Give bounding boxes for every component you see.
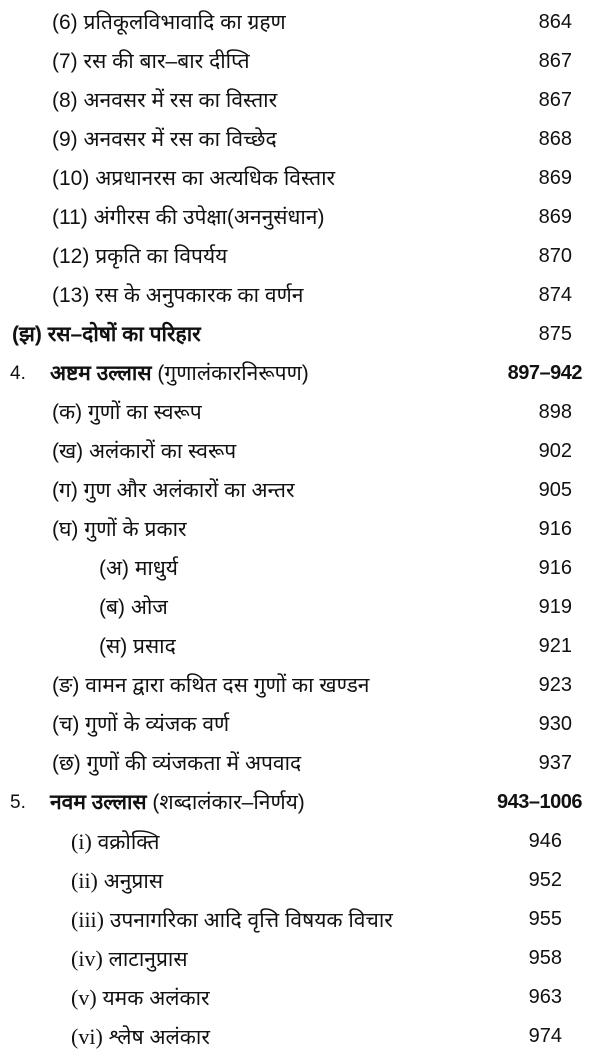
entry-label: [52, 3, 286, 42]
toc-chapter-row: [0, 354, 600, 393]
page-number: 869: [538, 167, 572, 189]
entry-text: अनुप्रास: [103, 870, 164, 893]
entry-marker: (iv): [71, 946, 103, 971]
page-number: 916: [538, 518, 572, 540]
toc-entry-row: [0, 3, 600, 42]
entry-marker: (अ): [99, 557, 130, 580]
entry-text: रस के अनुपकारक का वर्णन: [95, 284, 304, 307]
entry-text: गुण और अलंकारों का अन्तर: [83, 479, 295, 502]
entry-marker: (8): [52, 89, 78, 112]
entry-label: [71, 939, 188, 979]
entry-text: प्रसाद: [133, 635, 176, 658]
entry-marker: (v): [71, 985, 97, 1010]
page-number: 943–1006: [497, 791, 582, 813]
chapter-subtitle: (शब्दालंकार–निर्णय): [152, 791, 305, 814]
toc-entry-row: [0, 159, 600, 198]
entry-label: [52, 237, 227, 276]
entry-marker: (ङ): [52, 674, 80, 697]
entry-label: [52, 744, 301, 783]
entry-text: अनवसर में रस का विच्छेद: [83, 128, 277, 151]
entry-text: लाटानुप्रास: [108, 948, 188, 971]
entry-marker: (12): [52, 245, 90, 268]
chapter-number: 4.: [10, 363, 26, 384]
page-number: 919: [538, 596, 572, 618]
toc-entry-row: [0, 1017, 600, 1056]
entry-text: अप्रधानरस का अत्यधिक विस्तार: [95, 167, 336, 190]
entry-text: गुणों की व्यंजकता में अपवाद: [86, 752, 302, 775]
entry-label: [52, 81, 277, 120]
page-number: 921: [538, 635, 572, 657]
entry-text: प्रकृति का विपर्यय: [95, 245, 228, 268]
entry-text: अनवसर में रस का विस्तार: [83, 89, 278, 112]
entry-label: [52, 42, 250, 81]
entry-text: यमक अलंकार: [102, 987, 210, 1010]
entry-label: [71, 1017, 210, 1057]
toc-entry-row: [0, 666, 600, 705]
toc-entry-row: [0, 549, 600, 588]
entry-marker: (10): [52, 167, 90, 190]
toc-entry-row: [0, 81, 600, 120]
chapter-subtitle: (गुणालंकारनिरूपण): [157, 362, 309, 385]
toc-entry-row: [0, 627, 600, 666]
entry-label: [52, 120, 277, 159]
page-number: 868: [538, 128, 572, 150]
toc-entry-row: [0, 510, 600, 549]
entry-marker: (झ): [12, 323, 42, 346]
entry-text: रस–दोषों का परिहार: [47, 323, 201, 346]
page-number: 898: [538, 401, 572, 423]
entry-label: [71, 861, 163, 901]
chapter-label: [50, 354, 309, 393]
entry-text: गुणों के प्रकार: [84, 518, 187, 541]
entry-marker: (iii): [71, 907, 104, 932]
page-number: 930: [538, 713, 572, 735]
entry-marker: (घ): [52, 518, 79, 541]
entry-text: रस की बार–बार दीप्ति: [83, 50, 250, 73]
entry-text: वामन द्वारा कथित दस गुणों का खण्डन: [85, 674, 370, 697]
entry-label: [52, 510, 187, 549]
toc-entry-row: [0, 276, 600, 315]
toc-entry-row: [0, 705, 600, 744]
entry-marker: (ब): [99, 596, 125, 619]
entry-marker: (च): [52, 713, 80, 736]
table-of-contents: [0, 3, 600, 1056]
entry-label: [71, 822, 160, 862]
entry-text: उपनागरिका आदि वृत्ति विषयक विचार: [109, 909, 393, 932]
page-number: 974: [528, 1025, 562, 1047]
entry-label: [71, 978, 210, 1018]
page-number: 867: [538, 50, 572, 72]
page-number: 870: [538, 245, 572, 267]
entry-label: [52, 666, 369, 705]
page-number: 946: [528, 830, 562, 852]
toc-entry-row: [0, 978, 600, 1017]
page-number: 875: [538, 323, 572, 345]
page-number: 963: [528, 986, 562, 1008]
entry-text: ओज: [130, 596, 168, 619]
entry-marker: (6): [52, 11, 78, 34]
entry-label: [52, 159, 335, 198]
entry-marker: (7): [52, 50, 78, 73]
page-number: 897–942: [507, 362, 582, 384]
toc-chapter-row: [0, 783, 600, 822]
entry-marker: (13): [52, 284, 90, 307]
chapter-title: नवम उल्लास: [50, 791, 147, 814]
toc-entry-row: [0, 861, 600, 900]
toc-entry-row: [0, 393, 600, 432]
entry-marker: (क): [52, 401, 83, 424]
entry-label: [71, 900, 393, 940]
page-number: 867: [538, 89, 572, 111]
entry-marker: (छ): [52, 752, 81, 775]
toc-entry-row: [0, 588, 600, 627]
toc-entry-row: [0, 822, 600, 861]
page-number: 864: [538, 11, 572, 33]
entry-marker: (ख): [52, 440, 84, 463]
page-number: 869: [538, 206, 572, 228]
entry-marker: (vi): [71, 1024, 103, 1049]
entry-text: गुणों का स्वरूप: [87, 401, 202, 424]
page-number: 958: [528, 947, 562, 969]
entry-text: अंगीरस की उपेक्षा(अननुसंधान): [93, 206, 325, 229]
page-number: 937: [538, 752, 572, 774]
toc-entry-row: [0, 744, 600, 783]
page-number: 902: [538, 440, 572, 462]
toc-entry-row: [0, 432, 600, 471]
page-number: 874: [538, 284, 572, 306]
entry-text: अलंकारों का स्वरूप: [89, 440, 237, 463]
entry-label: [52, 471, 295, 510]
entry-label: [52, 432, 236, 471]
entry-label: [52, 705, 229, 744]
entry-label: [52, 393, 202, 432]
entry-text: श्लेष अलंकार: [108, 1026, 210, 1049]
entry-label: [12, 315, 201, 354]
toc-entry-row: [0, 198, 600, 237]
entry-marker: (स): [99, 635, 128, 658]
entry-marker: (ii): [71, 868, 98, 893]
chapter-title: अष्टम उल्लास: [50, 362, 152, 385]
page-number: 923: [538, 674, 572, 696]
chapter-number: 5.: [10, 792, 26, 813]
entry-text: वक्रोक्ति: [97, 831, 160, 854]
entry-label: [52, 276, 303, 315]
entry-label: [99, 627, 176, 666]
toc-entry-row: [0, 42, 600, 81]
entry-marker: (9): [52, 128, 78, 151]
page-number: 952: [528, 869, 562, 891]
toc-entry-row: [0, 471, 600, 510]
page-number: 916: [538, 557, 572, 579]
entry-label: [99, 588, 168, 627]
entry-label: [99, 549, 178, 588]
entry-text: गुणों के व्यंजक वर्ण: [85, 713, 230, 736]
entry-marker: (ग): [52, 479, 78, 502]
page-number: 905: [538, 479, 572, 501]
toc-entry-row: [0, 237, 600, 276]
toc-entry-row: [0, 315, 600, 354]
entry-text: माधुर्य: [134, 557, 178, 580]
entry-marker: (i): [71, 829, 92, 854]
chapter-label: [50, 783, 305, 822]
entry-label: [52, 198, 324, 237]
toc-entry-row: [0, 939, 600, 978]
toc-entry-row: [0, 120, 600, 159]
entry-text: प्रतिकूलविभावादि का ग्रहण: [83, 11, 286, 34]
page-number: 955: [528, 908, 562, 930]
entry-marker: (11): [52, 206, 88, 229]
toc-entry-row: [0, 900, 600, 939]
